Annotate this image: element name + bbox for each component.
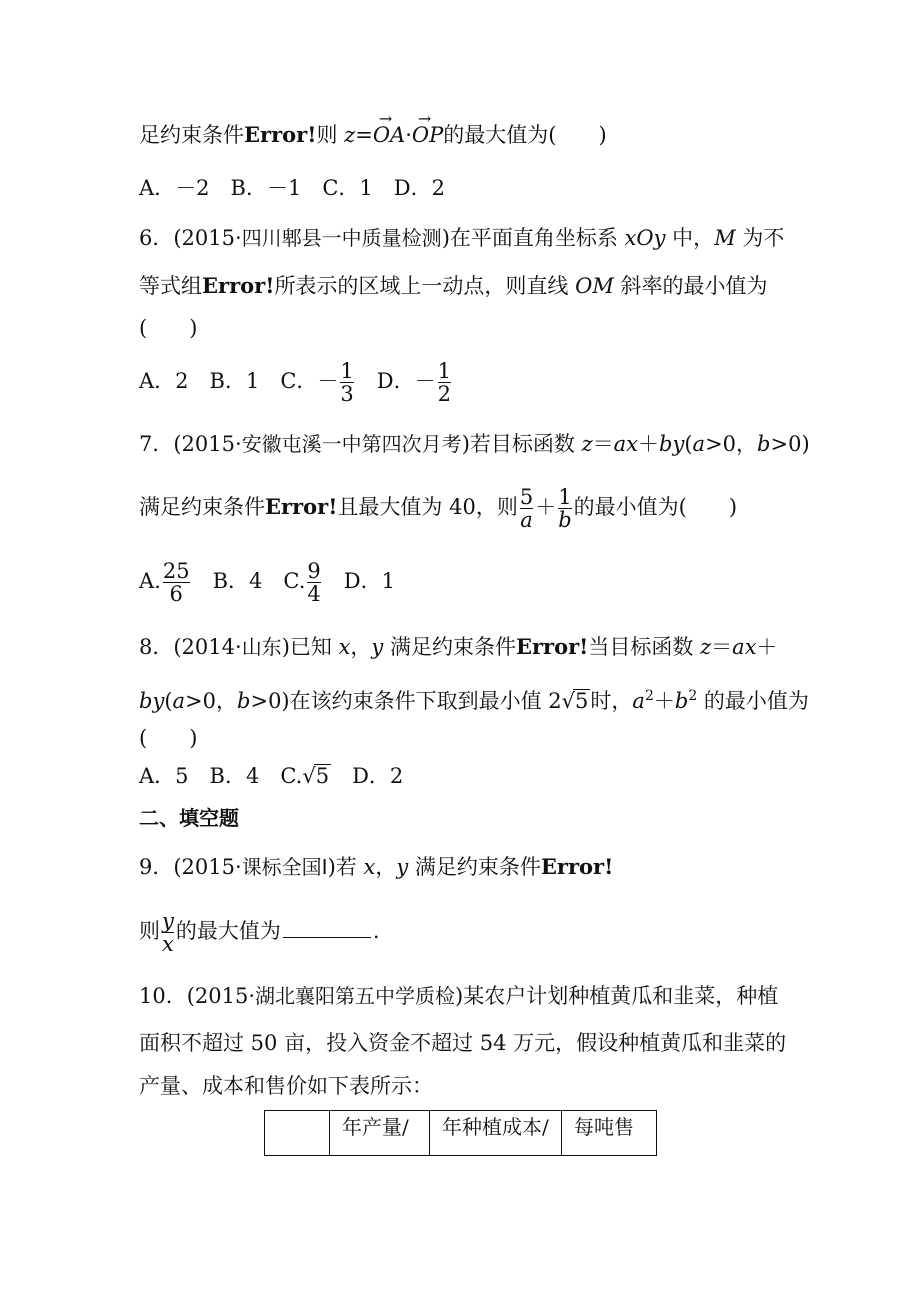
table-cell: 年产量/ — [330, 1111, 430, 1156]
source: 安徽屯溪一中第四次月考 — [241, 432, 462, 456]
text: = — [355, 123, 373, 147]
var: z — [700, 635, 712, 659]
q6-line1 — [139, 224, 784, 252]
table-cell — [265, 1111, 330, 1156]
var: a — [172, 689, 186, 713]
text: )在平面直角坐标系 — [441, 226, 625, 250]
q8-paren: ( ) — [139, 726, 198, 750]
q9-line1 — [139, 853, 613, 881]
denominator: 2 — [437, 382, 451, 406]
var: b — [674, 689, 689, 713]
denominator: a — [520, 508, 533, 532]
text: >0， — [185, 689, 238, 713]
vector-oa: → OA — [373, 121, 405, 149]
q6-options — [139, 360, 453, 405]
numerator: 5 — [519, 485, 534, 509]
text: 等式组 — [139, 274, 202, 298]
error-text: Error! — [540, 854, 614, 879]
error-text: Error! — [265, 494, 338, 519]
text: ， — [375, 855, 397, 879]
question-number: 10．(2015· — [139, 984, 256, 1008]
var: by — [139, 689, 165, 713]
source: 山东 — [241, 635, 282, 659]
superscript: 2 — [688, 688, 698, 704]
var: b — [237, 689, 251, 713]
q10-line2: 面积不超过 50 亩，投入资金不超过 54 万元，假设种植黄瓜和韭菜的 — [139, 1031, 787, 1055]
text: . — [372, 919, 380, 943]
text: ＋ — [653, 689, 675, 713]
text: )已知 — [281, 635, 339, 659]
q10-line3: 产量、成本和售价如下表所示： — [139, 1074, 433, 1098]
text: ＋ — [756, 635, 778, 659]
text: 则 — [139, 919, 160, 943]
numerator: y — [162, 909, 174, 933]
question-number: 6．(2015· — [139, 226, 242, 250]
numerator: 9 — [307, 559, 321, 583]
text: 的最小值为( ) — [573, 495, 738, 519]
text: )若 — [327, 855, 364, 879]
var: OM — [575, 274, 614, 298]
var: a — [692, 432, 706, 456]
text: 时， — [590, 689, 633, 713]
superscript: 2 — [644, 688, 654, 704]
text: 足约束条件 — [139, 123, 244, 147]
text: D．2 — [331, 764, 404, 788]
table-header-row — [265, 1111, 657, 1156]
var: ax — [613, 432, 639, 456]
denominator: 6 — [163, 582, 190, 605]
text: ( — [684, 432, 693, 456]
text: 当目标函数 — [588, 635, 701, 659]
denominator: x — [162, 932, 174, 956]
numerator: 1 — [340, 359, 354, 383]
q7-options — [139, 560, 395, 605]
var: a — [632, 689, 645, 713]
text: A．5 B．4 C. — [139, 764, 303, 788]
q10-line1 — [139, 982, 778, 1010]
text: ＝ — [711, 635, 733, 659]
source: 课标全国Ⅰ — [241, 855, 328, 879]
sqrt-value: 5 — [315, 764, 330, 788]
var: ax — [732, 635, 757, 659]
fraction — [162, 910, 174, 955]
sqrt-value: 5 — [575, 689, 589, 713]
var: M — [714, 226, 736, 250]
table-cell: 年种植成本/ — [430, 1111, 562, 1156]
q8-line1 — [139, 633, 778, 661]
text: 满足约束条件 — [139, 495, 265, 519]
text: 为不 — [735, 226, 785, 250]
text: 则 — [316, 123, 345, 147]
q7-line1 — [139, 430, 810, 458]
q5-line — [139, 121, 607, 149]
text: >0)在该约束条件下取到最小值 2 — [250, 689, 562, 713]
error-text: Error! — [515, 634, 589, 659]
denominator: 3 — [340, 382, 354, 406]
text: 斜率的最小值为 — [613, 274, 768, 298]
text: 且最大值为 40，则 — [337, 495, 518, 519]
source: 湖北襄阳第五中学质检 — [255, 984, 456, 1008]
text: ＝ — [592, 432, 614, 456]
error-text: Error! — [202, 273, 275, 298]
text: ＋ — [638, 432, 660, 456]
table-cell: 每吨售 — [562, 1111, 657, 1156]
error-text: Error! — [244, 122, 317, 147]
q8-line2: by(a>0，b>0)在该约束条件下取到最小值 2√5时，$a^2+b^2$ 的最小值为 — [139, 688, 809, 713]
text: 满足约束条件 — [383, 635, 516, 659]
denominator: 4 — [307, 582, 321, 606]
text: 的最小值为 — [697, 689, 809, 713]
text: · — [405, 123, 412, 147]
fraction — [438, 360, 451, 405]
var: b — [757, 432, 771, 456]
text: 的最大值为( ) — [443, 123, 607, 147]
data-table — [264, 1110, 657, 1156]
source: 四川郫县一中质量检测 — [241, 226, 442, 250]
section-heading: 二、填空题 — [139, 806, 239, 830]
text: >0) — [770, 432, 810, 456]
text: A．2 B．1 C．－ — [139, 369, 339, 393]
q8-options: A．5 B．4 C.√5 D．2 — [139, 764, 404, 788]
fraction — [307, 560, 320, 605]
q6-paren: ( ) — [139, 316, 198, 340]
text: ， — [350, 635, 372, 659]
var: xOy — [624, 226, 666, 250]
fraction — [520, 486, 533, 531]
q7-line2 — [139, 486, 737, 531]
var: z — [581, 432, 593, 456]
var: x — [338, 635, 351, 659]
numerator: 1 — [437, 359, 451, 383]
fraction — [558, 486, 571, 531]
numerator: 1 — [558, 485, 572, 509]
numerator: 25 — [162, 559, 190, 583]
text: 中， — [665, 226, 715, 250]
text: 的最大值为 — [175, 919, 281, 943]
text: B．4 C. — [191, 569, 306, 593]
text: 满足约束条件 — [408, 855, 541, 879]
text: A. — [139, 569, 161, 593]
question-number: 7．(2015· — [139, 432, 242, 456]
text: ＋ — [535, 495, 557, 519]
q9-line2 — [139, 910, 380, 955]
var: y — [371, 635, 384, 659]
var: x — [363, 855, 376, 879]
text: 所表示的区域上一动点，则直线 — [274, 274, 576, 298]
question-number: 8．(2014· — [139, 635, 242, 659]
vector-op: → OP — [412, 121, 443, 149]
text: D．1 — [322, 569, 395, 593]
denominator: b — [558, 508, 572, 532]
q5-options: A．－2 B．－1 C．1 D．2 — [139, 176, 445, 200]
question-number: 9．(2015· — [139, 855, 242, 879]
q6-line2 — [139, 272, 768, 300]
text: )若目标函数 — [461, 432, 582, 456]
text: ( — [164, 689, 173, 713]
text: D．－ — [355, 369, 436, 393]
var: y — [396, 855, 409, 879]
var: by — [659, 432, 685, 456]
answer-blank[interactable] — [283, 919, 371, 938]
var-z: z — [344, 123, 356, 147]
text: >0， — [705, 432, 758, 456]
fraction — [163, 560, 190, 605]
text: )某农户计划种植黄瓜和韭菜，种植 — [455, 984, 779, 1008]
fraction — [340, 360, 353, 405]
